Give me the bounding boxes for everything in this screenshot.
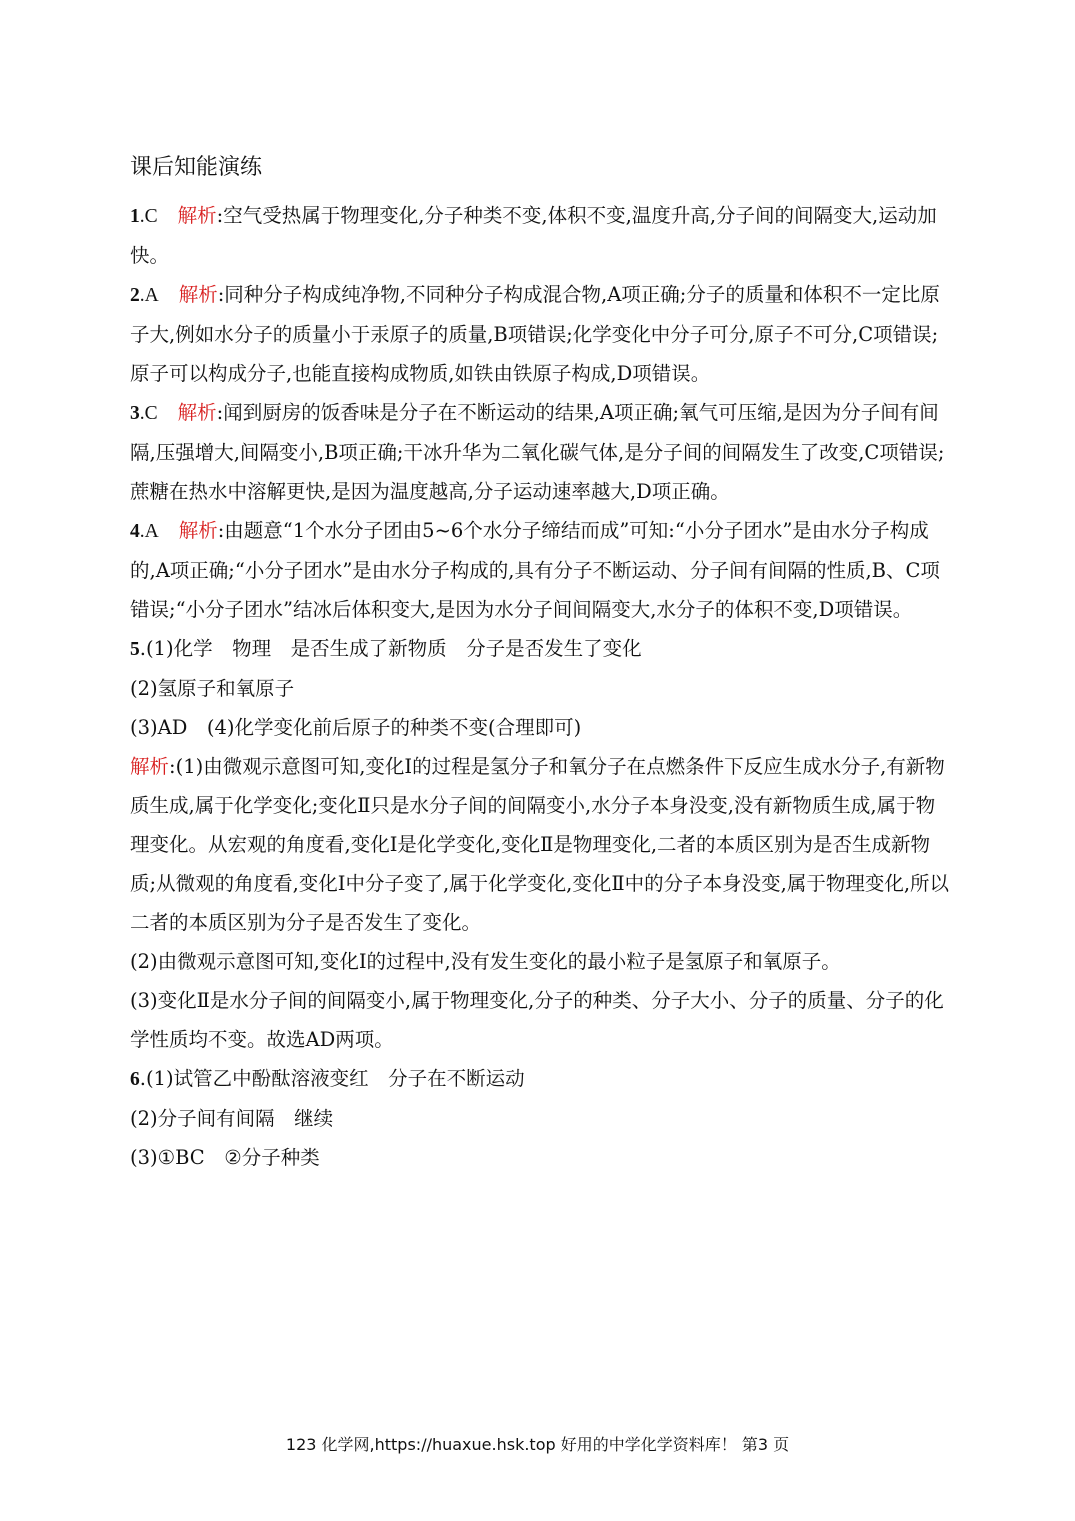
- answer-5-line-2: (2)氢原子和氧原子: [130, 677, 295, 700]
- answer-5-explanation-3: (3)变化Ⅱ是水分子间的间隔变小,属于物理变化,分子的种类、分子大小、分子的质量、分子的化学性质均不变。故选AD两项。: [130, 989, 944, 1051]
- answer-1-text: [130, 196, 950, 275]
- explanation-text: :空气受热属于物理变化,分子种类不变,体积不变,温度升高,分子间的间隔变大,运动加快。: [130, 204, 937, 267]
- jiexi-label: 解析: [178, 283, 218, 306]
- answer-4: [130, 511, 950, 629]
- section-heading: 课后知能演练: [130, 155, 263, 180]
- question-number: 5: [130, 639, 140, 660]
- answer-3: [130, 393, 950, 511]
- answer-2-text: [130, 275, 950, 393]
- answer-5-explanation-1: [130, 747, 950, 942]
- jiexi-label: 解析: [177, 401, 217, 424]
- answer-choice: .C: [139, 206, 158, 227]
- answer-content: [130, 196, 950, 1177]
- answer-choice: .A: [139, 521, 159, 542]
- answer-5-explanation-2: (2)由微观示意图可知,变化Ⅰ的过程中,没有发生变化的最小粒子是氢原子和氧原子。: [130, 950, 841, 973]
- answer-4-text: [130, 511, 950, 629]
- jiexi-label: 解析: [130, 755, 170, 778]
- answer-6: [130, 1059, 950, 1177]
- answer-3-text: [130, 393, 950, 511]
- answer-5-line-1: [130, 629, 950, 669]
- answer-6-line-3: (3)①BC ②分子种类: [130, 1146, 320, 1169]
- answer-choice: .A: [139, 285, 159, 306]
- answer-1: [130, 196, 950, 275]
- jiexi-label: 解析: [178, 519, 218, 542]
- jiexi-label: 解析: [177, 204, 217, 227]
- explanation-text: :由题意“1个水分子团由5~6个水分子缔结而成”可知:“小分子团水”是由水分子构成的,A项正确;“小分子团水”是由水分子构成的,具有分子不断运动、分子间有间隔的性质,B、C项错误;“小分子团水”结冰后体积变大,是因为水分子间间隔变大,水分子的体积不变,D项错误。: [130, 519, 940, 621]
- question-number: 4: [130, 521, 140, 542]
- explanation-text: :(1)由微观示意图可知,变化Ⅰ的过程是氢分子和氧分子在点燃条件下反应生成水分子,有新物质生成,属于化学变化;变化Ⅱ只是水分子间的间隔变小,水分子本身没变,没有新物质生成,属于物理变化。从宏观的角度看,变化Ⅰ是化学变化,变化Ⅱ是物理变化,二者的本质区别为是否生成新物质;从微观的角度看,变化Ⅰ中分子变了,属于化学变化,变化Ⅱ中的分子本身没变,属于物理变化,所以二者的本质区别为分子是否发生了变化。: [130, 755, 950, 934]
- explanation-text: :同种分子构成纯净物,不同种分子构成混合物,A项正确;分子的质量和体积不一定比原子大,例如水分子的质量小于汞原子的质量,B项错误;化学变化中分子可分,原子不可分,C项错误;原子可以构成分子,也能直接构成物质,如铁由铁原子构成,D项错误。: [130, 283, 940, 385]
- question-number: 1: [130, 206, 140, 227]
- question-number: 2: [130, 285, 140, 306]
- answer-2: [130, 275, 950, 393]
- question-number: 3: [130, 403, 140, 424]
- answer-5: [130, 629, 950, 1059]
- explanation-text: :闻到厨房的饭香味是分子在不断运动的结果,A项正确;氧气可压缩,是因为分子间有间隔,压强增大,间隔变小,B项正确;干冰升华为二氧化碳气体,是分子间的间隔发生了改变,C项错误;蔗糖在热水中溶解更快,是因为温度越高,分子运动速率越大,D项正确。: [130, 401, 945, 503]
- page-footer: 123 化学网,https://huaxue.hsk.top 好用的中学化学资料库！ 第3 页: [285, 1435, 790, 1454]
- answer-5-line-3: (3)AD (4)化学变化前后原子的种类不变(合理即可): [130, 716, 582, 739]
- answer-6-line-2: (2)分子间有间隔 继续: [130, 1107, 334, 1130]
- answer-6-line-1: [130, 1059, 950, 1099]
- answer-choice: .C: [139, 403, 158, 424]
- answer-text: .(1)化学 物理 是否生成了新物质 分子是否发生了变化: [139, 637, 642, 660]
- answer-text: .(1)试管乙中酚酞溶液变红 分子在不断运动: [139, 1067, 525, 1090]
- question-number: 6: [130, 1069, 140, 1090]
